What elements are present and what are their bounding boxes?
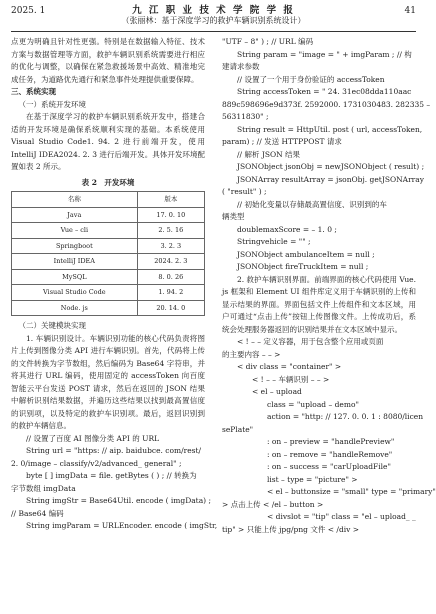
code-line: Stringvehicle = "" ; <box>237 237 311 246</box>
code-line: // 设置了一个用于身份验证的 accessToken <box>237 74 385 84</box>
tool-name-cell: MySQL <box>12 269 138 285</box>
version-cell: 2024. 2. 3 <box>137 254 204 270</box>
version-cell: 1. 94. 2 <box>137 285 204 301</box>
code-line: String result = HttpUtil. post ( url, accessToken, <box>237 124 423 134</box>
table-row <box>12 269 205 285</box>
code-listing-left <box>11 433 218 533</box>
code-line: < el – buttonsize = "small" type = "primary" <box>267 487 436 496</box>
code-line: JSONObject fireTruckItem = null ; <box>237 262 369 271</box>
journal-title: 九 江 职 业 技 术 学 院 学 报 <box>132 5 295 16</box>
code-line: sePlate" <box>222 424 254 434</box>
table-header-cell: 版本 <box>137 192 204 208</box>
code-line: < ! – – 定义容器，用于包含整个应用或页面 <box>237 337 384 346</box>
code-line: String accessToken = " 24. 31ec08dda110aac <box>237 87 412 96</box>
code-line: // 解析 JSON 结果 <box>237 149 301 159</box>
code-line: "UTF – 8" ) ; // URL 编码 <box>222 37 314 46</box>
code-listing-right-1 <box>222 36 431 274</box>
env-table <box>11 191 205 316</box>
code-line: byte [ ] imgData = file. getBytes ( ) ; // 转换为 <box>26 471 197 480</box>
article-running-title: （张丽林：基于深度学习的救护车辆识别系统设计） <box>121 16 306 25</box>
tool-name-cell: Visual Studio Code <box>12 285 138 301</box>
code-line: tip" > 只能上传 jpg/png 文件 < /div > <box>222 524 360 534</box>
table-header-cell: 名称 <box>12 192 138 208</box>
page-number: 41 <box>404 6 416 16</box>
code-line: JSONObject ambulanceItem = null ; <box>237 249 375 259</box>
code-listing-right-2 <box>222 336 436 536</box>
code-line: > 点击上传 < /el – button > <box>222 499 324 509</box>
version-cell: 20. 14. 0 <box>137 300 204 316</box>
code-line: param) ; // 发送 HTTPPOST 请求 <box>222 137 342 146</box>
code-line: String param = "image = " + imgParam ; // 构 <box>237 49 412 59</box>
code-line: 889c598696e9d373f. 2592000. 1731030483. 282335 – <box>222 99 431 109</box>
code-line: 辆类型 <box>222 212 245 221</box>
tool-name-cell: Node. js <box>12 300 138 316</box>
subsection-heading-env: （一）系统开发环境 <box>18 99 86 109</box>
code-line: String imgParam = URLEncoder. encode ( imgStr, <box>26 521 218 530</box>
issue-year: 2025. 1 <box>11 6 46 16</box>
tool-name-cell: Java <box>12 207 138 223</box>
table-row <box>12 254 205 270</box>
table-row <box>12 238 205 254</box>
version-cell: 2. 5. 16 <box>137 223 204 239</box>
table-row <box>12 223 205 239</box>
table-caption: 表 2 开发环境 <box>81 177 135 187</box>
code-line: : on – success = "carUploadFile" <box>267 462 391 471</box>
code-line: < ! – – 车辆识别 – – > <box>252 374 330 384</box>
code-line: 2. 0/image – classify/v2/advanced_ general" ; <box>11 458 182 468</box>
code-line: JSONArray resultArray = jsonObj. getJSONArray <box>237 174 424 184</box>
code-line: ( "result" ) ; <box>222 187 267 196</box>
code-line: action = "http: // 127. 0. 0. 1 : 8080/licen <box>267 412 424 421</box>
code-line: class = "upload – demo" <box>267 399 359 409</box>
table-row <box>12 207 205 223</box>
version-cell: 8. 0. 26 <box>137 269 204 285</box>
table-row <box>12 300 205 316</box>
code-line: < div class = "container" > <box>237 362 342 371</box>
code-line: < el – upload <box>252 387 302 396</box>
code-line: // 设置了百度 AI 图像分类 API 的 URL <box>26 433 160 443</box>
table-row <box>12 285 205 301</box>
paragraph-env: 在基于深度学习的救护车辆识别系统开发中，搭建合适的开发环境是确保系统顺利实现的基础。本系统使用 Visual Studio Code1. 94. 2 进行前端开发，使用 IntelliJ IDEA2024. 2. 3 进行后端开发。具体开发环境配置如表 2 所示。 <box>11 112 205 171</box>
paragraph-ui: 2. 救护车辆识别界面。前端界面的核心代码使用 Vue. js 框架和 Element UI 组件库定义用于车辆识别的上传和显示结果的界面。界面包括文件上传组件和文本区域，用户可通过“点击上传”按钮上传图像文件。上传成功后，系统会处理服务器返回的识别结果并在文本区域中显示。 <box>222 274 416 334</box>
tool-name-cell: Vue – cli <box>12 223 138 239</box>
right-column <box>222 36 436 536</box>
code-line: < divslot = "tip" class = "el – upload_ _ <box>267 512 416 521</box>
code-line: 56311830" ; <box>222 112 269 121</box>
code-line: // Base64 编码 <box>11 508 64 518</box>
code-line: list – type = "picture" > <box>267 474 358 484</box>
paragraph-intro: 点更为明确且针对性更强。特别是在数据输入特征、技术方案与数据管理等方面，救护车辆识别系统需要进行相应的优化与调整，以确保在紧急救援场景中高效、精准地完成任务，为道路优先通行和紧急事件处理提供重要保障。 <box>11 37 205 84</box>
two-column-body <box>11 36 436 536</box>
code-line: : on – remove = "handleRemove" <box>267 449 393 459</box>
code-line: 建请求参数 <box>222 62 260 71</box>
subsection-heading-modules: （二）关键模块实现 <box>18 321 86 330</box>
code-line: 的主要内容 – – > <box>222 349 281 359</box>
left-column <box>11 36 218 536</box>
section-heading: 三、系统实现 <box>11 87 56 96</box>
paragraph-recognition: 1. 车辆识别设计。车辆识别功能的核心代码负责将图片上传到图像分类 API 进行车辆识别。首先，代码将上传的文件转换为字节数组，然后编码为 Base64 字符串，并将其进行 URL 编码，使用固定的 accessToken 向百度智能云平台发送 POST 请求，然后在返回的 JSON 结果中解析识别结果数据，并遍历这些结果以找到最高置信度的识别项，以及特定的救护车识别项。最后，返回识别到的救护车辆信息。 <box>11 333 205 430</box>
code-line: 字节数组 imgData <box>11 483 76 493</box>
table-header-row <box>12 192 205 208</box>
code-line: // 初始化变量以存储最高置信度、识别到的车 <box>237 199 387 209</box>
code-line: JSONObject jsonObj = newJSONObject ( result) ; <box>237 162 425 171</box>
tool-name-cell: IntelliJ IDEA <box>12 254 138 270</box>
tool-name-cell: Springboot <box>12 238 138 254</box>
header-rule <box>11 31 416 32</box>
code-line: : on – preview = "handlePreview" <box>267 437 395 446</box>
code-line: String imgStr = Base64Util. encode ( imgData) ; <box>26 496 212 505</box>
version-cell: 3. 2. 3 <box>137 238 204 254</box>
code-line: doublemaxScore = – 1. 0 ; <box>237 224 337 234</box>
version-cell: 17. 0. 10 <box>137 207 204 223</box>
code-line: String url = "https: // aip. baidubce. com/rest/ <box>26 446 202 455</box>
